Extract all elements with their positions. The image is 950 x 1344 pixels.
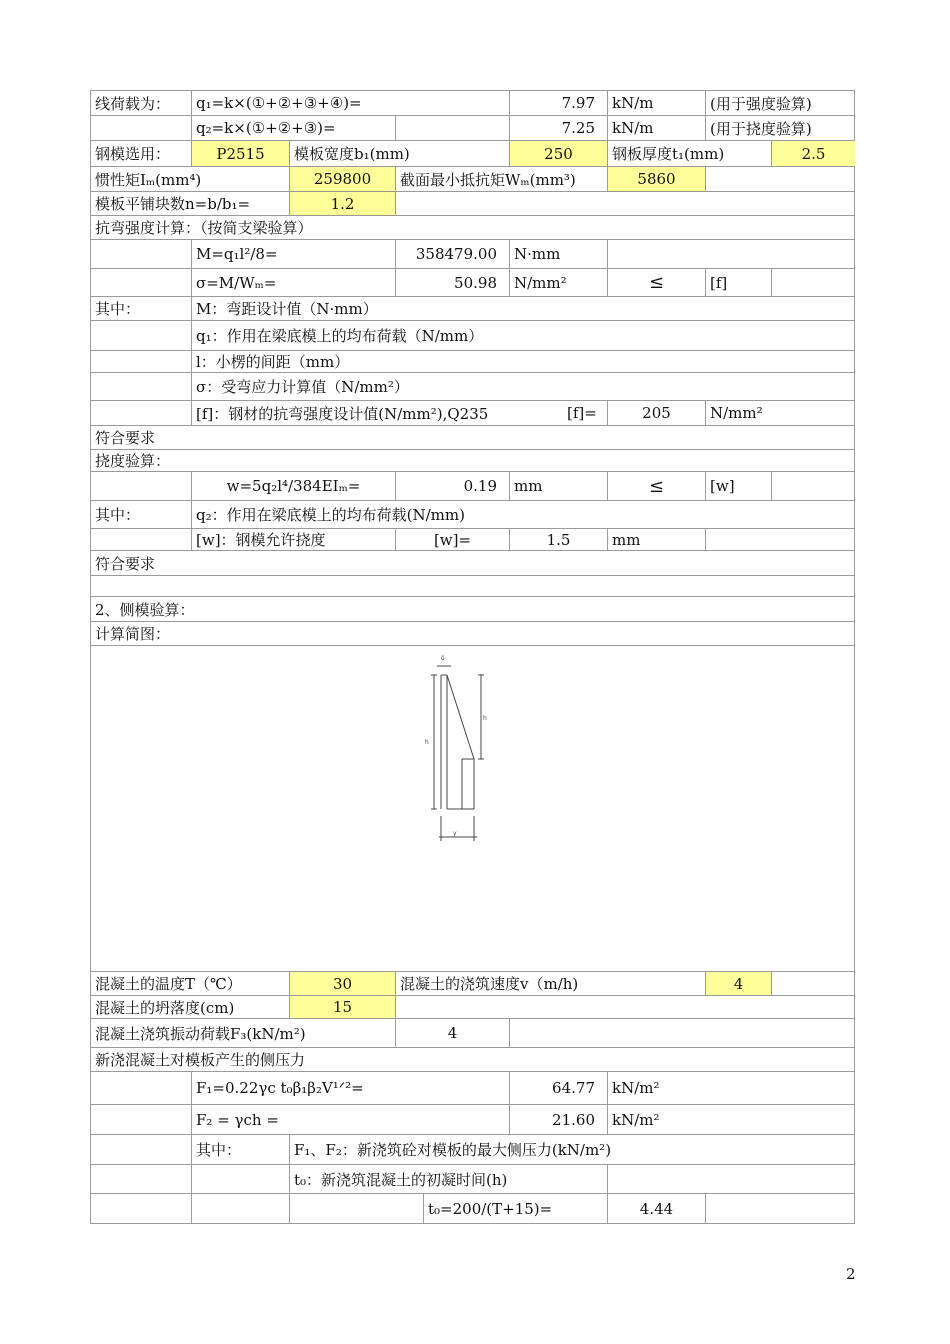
row-concrete-temp — [90, 972, 855, 996]
row-sigma-definition — [90, 373, 855, 401]
row-deflection-heading — [90, 450, 855, 472]
l-definition: l：小楞的间距（mm） — [191, 351, 855, 372]
moment-formula: M=q₁l²/8= — [191, 240, 395, 268]
q2-definition: q₂：作用在梁底模上的均布荷载(N/mm) — [191, 501, 855, 528]
row-where-m — [90, 297, 855, 321]
f-value: 205 — [607, 401, 705, 425]
vibration-load-label: 混凝土浇筑振动荷载F₃(kN/m²) — [95, 1024, 306, 1043]
row-w-definition — [90, 529, 855, 551]
row-f1 — [90, 1072, 855, 1105]
t0-definition: t₀：新浇筑混凝土的初凝时间(h) — [289, 1165, 607, 1193]
pressure-line — [447, 675, 474, 759]
q2-value: 7.25 — [509, 116, 607, 140]
lateral-pressure-heading: 新浇混凝土对模板产生的侧压力 — [95, 1051, 306, 1069]
row-deflection — [90, 472, 855, 501]
row-bending-heading — [90, 216, 855, 240]
stress-formula: σ=M/Wₘ= — [191, 269, 395, 296]
diagram-label-top: δ — [441, 655, 445, 662]
side-form-heading: 2、侧模验算： — [95, 600, 195, 619]
calculation-sheet — [90, 90, 855, 1224]
bending-heading: 抗弯强度计算：（按简支梁验算） — [95, 219, 313, 237]
empty-cell — [705, 167, 855, 191]
empty-cell — [191, 1165, 289, 1193]
row-q1-definition — [90, 321, 855, 351]
empty-cell — [395, 116, 509, 140]
f2-unit: kN/m² — [607, 1105, 855, 1134]
inertia-label: 惯性矩Iₘ(mm⁴) — [95, 170, 202, 189]
row-diagram — [90, 646, 855, 972]
panel-count-label: 模板平铺块数n=b/b₁= — [95, 195, 251, 213]
panel-count-value: 1.2 — [289, 192, 395, 215]
where-label: 其中： — [95, 300, 141, 318]
m-definition: M：弯距设计值（N·mm） — [191, 297, 855, 320]
sigma-definition: σ：受弯应力计算值（N/mm²） — [191, 373, 855, 400]
empty-cell — [395, 996, 855, 1018]
diagram-heading: 计算简图： — [95, 625, 171, 643]
concrete-temp-label: 混凝土的温度T（℃） — [95, 975, 242, 993]
moment-value: 358479.00 — [395, 240, 509, 268]
deflection-formula: w=5q₂l⁴/384EIₘ= — [191, 472, 395, 500]
side-pressure-diagram — [91, 646, 855, 972]
conclusion-pass-1: 符合要求 — [95, 429, 156, 447]
f-equals-label: [f]= — [567, 404, 597, 422]
f1-unit: kN/m² — [607, 1072, 855, 1104]
where-label: 其中： — [95, 506, 141, 524]
diagram-label-right: h — [483, 715, 487, 722]
row-t0-definition — [90, 1165, 855, 1194]
row-where-q2 — [90, 501, 855, 529]
q2-formula: q₂=k×(①+②+③)= — [191, 116, 395, 140]
less-equal-symbol: ≤ — [607, 472, 705, 500]
slump-label: 混凝土的坍落度(cm) — [95, 998, 235, 1017]
row-f-definition-2 — [90, 1135, 855, 1165]
row-panel-count — [90, 192, 855, 216]
row-stress — [90, 269, 855, 297]
form-width-label: 模板宽度b₁(mm) — [289, 141, 509, 166]
w-definition: [w]：钢模允许挠度 — [191, 529, 395, 550]
q1-note: (用于强度验算) — [705, 91, 855, 115]
q1-value: 7.97 — [509, 91, 607, 115]
empty-cell — [191, 1194, 289, 1223]
concrete-temp-value: 30 — [289, 972, 395, 995]
row-side-form-heading — [90, 597, 855, 622]
moment-unit: N·mm — [509, 240, 607, 268]
stress-value: 50.98 — [395, 269, 509, 296]
diagram-label-bottom: γ — [453, 830, 457, 837]
conclusion-pass-2: 符合要求 — [95, 554, 156, 573]
f2-formula: F₂ = γch = — [191, 1105, 509, 1134]
less-equal-symbol: ≤ — [607, 269, 705, 296]
deflection-heading: 挠度验算： — [95, 452, 171, 470]
empty-cell — [771, 972, 855, 995]
empty-cell — [289, 1194, 423, 1223]
empty-cell — [771, 472, 855, 500]
row-f2 — [90, 1105, 855, 1135]
q1-definition: q₁：作用在梁底模上的均布荷载（N/mm） — [191, 321, 855, 350]
diagram-label-left: h — [425, 739, 429, 746]
plate-thickness-label: 钢板厚度t₁(mm) — [607, 141, 771, 166]
row-conclusion-2 — [90, 551, 855, 576]
q2-note: (用于挠度验算) — [705, 116, 855, 140]
inertia-value: 259800 — [289, 167, 395, 191]
row-line-load-q2 — [90, 116, 855, 141]
row-f-definition — [90, 401, 855, 426]
empty-cell — [395, 192, 855, 215]
q1-unit: kN/m — [607, 91, 705, 115]
empty-cell — [771, 269, 855, 296]
page-number: 2 — [846, 1265, 856, 1283]
row-line-load-q1 — [90, 90, 855, 116]
section-modulus-value: 5860 — [607, 167, 705, 191]
f1-f2-definition: F₁、F₂：新浇筑砼对模板的最大侧压力(kN/m²) — [289, 1135, 855, 1164]
deflection-value: 0.19 — [395, 472, 509, 500]
empty-cell — [509, 1019, 855, 1047]
row-blank — [90, 576, 855, 597]
pour-rate-label: 混凝土的浇筑速度v（m/h) — [395, 972, 705, 995]
f-definition: [f]：钢材的抗弯强度设计值(N/mm²),Q235 — [191, 401, 563, 425]
empty-cell — [705, 1194, 855, 1223]
stress-unit: N/mm² — [509, 269, 607, 296]
q1-formula: q₁=k×(①+②+③+④)= — [191, 91, 509, 115]
plate-thickness-value: 2.5 — [771, 141, 855, 166]
w-equals-label: [w]= — [395, 529, 509, 550]
line-load-label: 线荷载为： — [95, 94, 171, 113]
w-unit: mm — [607, 529, 705, 550]
row-slump — [90, 996, 855, 1019]
t0-formula: t₀=200/(T+15)= — [423, 1194, 607, 1223]
empty-cell — [607, 240, 855, 268]
f-unit: N/mm² — [705, 401, 855, 425]
allowable-f-label: [f] — [705, 269, 771, 296]
row-lateral-pressure-heading — [90, 1048, 855, 1072]
where-label: 其中： — [191, 1135, 289, 1164]
q2-unit: kN/m — [607, 116, 705, 140]
t0-value: 4.44 — [607, 1194, 705, 1223]
f2-value: 21.60 — [509, 1105, 607, 1134]
w-value: 1.5 — [509, 529, 607, 550]
slump-value: 15 — [289, 996, 395, 1018]
row-diagram-heading — [90, 622, 855, 646]
pour-rate-value: 4 — [705, 972, 771, 995]
row-conclusion-1 — [90, 426, 855, 450]
row-t0 — [90, 1194, 855, 1224]
empty-cell — [705, 529, 855, 550]
steel-form-model: P2515 — [191, 141, 289, 166]
f1-formula: F₁=0.22γc t₀β₁β₂V¹ᐟ²= — [191, 1072, 509, 1104]
deflection-unit: mm — [509, 472, 607, 500]
form-width-value: 250 — [509, 141, 607, 166]
steel-form-label: 钢模选用： — [95, 145, 171, 163]
vibration-load-value: 4 — [395, 1019, 509, 1047]
row-l-definition — [90, 351, 855, 373]
row-vibration-load — [90, 1019, 855, 1048]
empty-cell — [607, 1165, 855, 1193]
allowable-w-label: [w] — [705, 472, 771, 500]
f1-value: 64.77 — [509, 1072, 607, 1104]
row-steel-form — [90, 141, 855, 167]
section-modulus-label: 截面最小抵抗矩Wₘ(mm³) — [395, 167, 607, 191]
row-inertia — [90, 167, 855, 192]
row-moment — [90, 240, 855, 269]
